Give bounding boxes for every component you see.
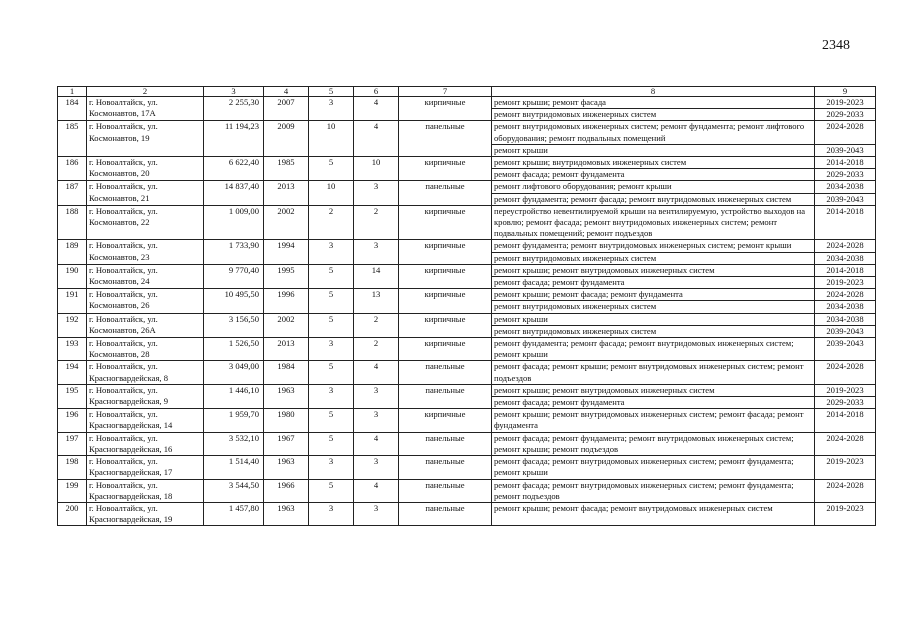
row-number: 187 bbox=[58, 181, 87, 205]
period-cell: 2019-2023 bbox=[815, 277, 876, 289]
table-row bbox=[58, 361, 876, 384]
floors-cell: 10 bbox=[309, 181, 354, 205]
floors-cell: 3 bbox=[309, 97, 354, 121]
address-cell: г. Новоалтайск, ул. Космонавтов, 24 bbox=[87, 264, 204, 288]
address-cell: г. Новоалтайск, ул. Космонавтов, 22 bbox=[87, 205, 204, 240]
works-cell: ремонт фундамента; ремонт фасада; ремонт внутридомовых инженерных систем bbox=[492, 193, 815, 205]
period-cell: 2024-2028 bbox=[815, 121, 876, 144]
page-number: 2348 bbox=[822, 38, 850, 53]
works-cell: ремонт внутридомовых инженерных систем bbox=[492, 252, 815, 264]
year-cell: 1994 bbox=[264, 240, 309, 264]
entrances-cell: 3 bbox=[354, 181, 399, 205]
material-cell: панельные bbox=[399, 181, 492, 205]
row-number: 193 bbox=[58, 338, 87, 361]
table-row bbox=[58, 313, 876, 325]
works-cell: ремонт крыши bbox=[492, 313, 815, 325]
entrances-cell: 3 bbox=[354, 409, 399, 432]
repair-schedule-table bbox=[57, 86, 876, 526]
works-cell: ремонт внутридомовых инженерных систем bbox=[492, 301, 815, 313]
period-cell: 2029-2033 bbox=[815, 109, 876, 121]
row-number: 200 bbox=[58, 502, 87, 525]
works-cell: переустройство невентилируемой крыши на вентилируемую, устройство выходов на кровлю; ремонт фасада; ремонт внутридомовых инженерных систем; ремонт подвальных помещений; ремонт подъездов bbox=[492, 205, 815, 240]
entrances-cell: 4 bbox=[354, 432, 399, 455]
address-cell: г. Новоалтайск, ул. Космонавтов, 26А bbox=[87, 313, 204, 337]
works-cell: ремонт фасада; ремонт фундамента bbox=[492, 169, 815, 181]
address-cell: г. Новоалтайск, ул. Космонавтов, 23 bbox=[87, 240, 204, 264]
works-cell: ремонт фасада; ремонт внутридомовых инженерных систем; ремонт фундамента; ремонт крыши bbox=[492, 456, 815, 479]
works-cell: ремонт крыши; ремонт фасада bbox=[492, 97, 815, 109]
table-row bbox=[58, 121, 876, 144]
table-row bbox=[58, 240, 876, 252]
row-number: 195 bbox=[58, 384, 87, 408]
entrances-cell: 4 bbox=[354, 121, 399, 157]
column-header: 6 bbox=[354, 87, 399, 97]
period-cell: 2024-2028 bbox=[815, 289, 876, 301]
period-cell: 2039-2043 bbox=[815, 144, 876, 156]
floors-cell: 5 bbox=[309, 264, 354, 288]
area-cell: 2 255,30 bbox=[204, 97, 264, 121]
year-cell: 1995 bbox=[264, 264, 309, 288]
works-cell: ремонт крыши; ремонт фасада; ремонт фундамента bbox=[492, 289, 815, 301]
material-cell: панельные bbox=[399, 432, 492, 455]
row-number: 186 bbox=[58, 157, 87, 181]
year-cell: 1963 bbox=[264, 456, 309, 479]
area-cell: 10 495,50 bbox=[204, 289, 264, 313]
address-cell: г. Новоалтайск, ул. Красногвардейская, 8 bbox=[87, 361, 204, 384]
address-cell: г. Новоалтайск, ул. Космонавтов, 28 bbox=[87, 338, 204, 361]
floors-cell: 5 bbox=[309, 409, 354, 432]
address-cell: г. Новоалтайск, ул. Космонавтов, 19 bbox=[87, 121, 204, 157]
period-cell: 2034-2038 bbox=[815, 181, 876, 193]
entrances-cell: 2 bbox=[354, 338, 399, 361]
row-number: 184 bbox=[58, 97, 87, 121]
address-cell: г. Новоалтайск, ул. Красногвардейская, 19 bbox=[87, 502, 204, 525]
table-row bbox=[58, 338, 876, 361]
material-cell: кирпичные bbox=[399, 205, 492, 240]
period-cell: 2039-2043 bbox=[815, 338, 876, 361]
works-cell: ремонт лифтового оборудования; ремонт крыши bbox=[492, 181, 815, 193]
works-cell: ремонт фундамента; ремонт внутридомовых инженерных систем; ремонт крыши bbox=[492, 240, 815, 252]
year-cell: 1966 bbox=[264, 479, 309, 502]
year-cell: 1980 bbox=[264, 409, 309, 432]
address-cell: г. Новоалтайск, ул. Красногвардейская, 17 bbox=[87, 456, 204, 479]
material-cell: панельные bbox=[399, 121, 492, 157]
works-cell: ремонт фасада; ремонт фундамента bbox=[492, 277, 815, 289]
column-header: 2 bbox=[87, 87, 204, 97]
period-cell: 2014-2018 bbox=[815, 157, 876, 169]
period-cell: 2039-2043 bbox=[815, 325, 876, 337]
address-cell: г. Новоалтайск, ул. Красногвардейская, 9 bbox=[87, 384, 204, 408]
address-cell: г. Новоалтайск, ул. Красногвардейская, 18 bbox=[87, 479, 204, 502]
floors-cell: 3 bbox=[309, 456, 354, 479]
entrances-cell: 2 bbox=[354, 313, 399, 337]
table-row bbox=[58, 205, 876, 240]
area-cell: 1 514,40 bbox=[204, 456, 264, 479]
period-cell: 2024-2028 bbox=[815, 240, 876, 252]
works-cell: ремонт крыши; ремонт внутридомовых инженерных систем; ремонт фасада; ремонт фундамента bbox=[492, 409, 815, 432]
area-cell: 1 733,90 bbox=[204, 240, 264, 264]
works-cell: ремонт фасада; ремонт внутридомовых инженерных систем; ремонт фундамента; ремонт подъездов bbox=[492, 479, 815, 502]
floors-cell: 10 bbox=[309, 121, 354, 157]
works-cell: ремонт внутридомовых инженерных систем; ремонт фундамента; ремонт лифтового оборудования; ремонт подвальных помещений bbox=[492, 121, 815, 144]
floors-cell: 5 bbox=[309, 157, 354, 181]
floors-cell: 5 bbox=[309, 432, 354, 455]
table-row bbox=[58, 289, 876, 301]
column-header: 8 bbox=[492, 87, 815, 97]
works-cell: ремонт внутридомовых инженерных систем bbox=[492, 109, 815, 121]
area-cell: 14 837,40 bbox=[204, 181, 264, 205]
floors-cell: 3 bbox=[309, 338, 354, 361]
period-cell: 2014-2018 bbox=[815, 205, 876, 240]
floors-cell: 3 bbox=[309, 384, 354, 408]
works-cell: ремонт крыши; внутридомовых инженерных систем bbox=[492, 157, 815, 169]
address-cell: г. Новоалтайск, ул. Космонавтов, 21 bbox=[87, 181, 204, 205]
row-number: 189 bbox=[58, 240, 87, 264]
table-row bbox=[58, 384, 876, 396]
table-body bbox=[58, 97, 876, 526]
entrances-cell: 14 bbox=[354, 264, 399, 288]
material-cell: панельные bbox=[399, 479, 492, 502]
year-cell: 2009 bbox=[264, 121, 309, 157]
year-cell: 1985 bbox=[264, 157, 309, 181]
material-cell: панельные bbox=[399, 502, 492, 525]
period-cell: 2034-2038 bbox=[815, 252, 876, 264]
entrances-cell: 10 bbox=[354, 157, 399, 181]
area-cell: 1 009,00 bbox=[204, 205, 264, 240]
period-cell: 2014-2018 bbox=[815, 264, 876, 276]
column-header: 5 bbox=[309, 87, 354, 97]
works-cell: ремонт фундамента; ремонт фасада; ремонт внутридомовых инженерных систем; ремонт крыши bbox=[492, 338, 815, 361]
area-cell: 1 959,70 bbox=[204, 409, 264, 432]
area-cell: 1 446,10 bbox=[204, 384, 264, 408]
column-header: 1 bbox=[58, 87, 87, 97]
year-cell: 1963 bbox=[264, 384, 309, 408]
address-cell: г. Новоалтайск, ул. Космонавтов, 17А bbox=[87, 97, 204, 121]
row-number: 190 bbox=[58, 264, 87, 288]
area-cell: 6 622,40 bbox=[204, 157, 264, 181]
period-cell: 2019-2023 bbox=[815, 456, 876, 479]
table-row bbox=[58, 181, 876, 193]
table-row bbox=[58, 264, 876, 276]
period-cell: 2029-2033 bbox=[815, 397, 876, 409]
year-cell: 2007 bbox=[264, 97, 309, 121]
period-cell: 2019-2023 bbox=[815, 384, 876, 396]
year-cell: 2002 bbox=[264, 313, 309, 337]
material-cell: кирпичные bbox=[399, 409, 492, 432]
period-cell: 2019-2023 bbox=[815, 502, 876, 525]
period-cell: 2024-2028 bbox=[815, 479, 876, 502]
period-cell: 2019-2023 bbox=[815, 97, 876, 109]
entrances-cell: 13 bbox=[354, 289, 399, 313]
area-cell: 1 457,80 bbox=[204, 502, 264, 525]
entrances-cell: 3 bbox=[354, 502, 399, 525]
material-cell: панельные bbox=[399, 361, 492, 384]
material-cell: кирпичные bbox=[399, 157, 492, 181]
year-cell: 1963 bbox=[264, 502, 309, 525]
period-cell: 2014-2018 bbox=[815, 409, 876, 432]
area-cell: 3 049,00 bbox=[204, 361, 264, 384]
period-cell: 2034-2038 bbox=[815, 301, 876, 313]
year-cell: 1996 bbox=[264, 289, 309, 313]
works-cell: ремонт фасада; ремонт крыши; ремонт внутридомовых инженерных систем; ремонт подъездов bbox=[492, 361, 815, 384]
floors-cell: 3 bbox=[309, 240, 354, 264]
entrances-cell: 3 bbox=[354, 456, 399, 479]
area-cell: 11 194,23 bbox=[204, 121, 264, 157]
works-cell: ремонт крыши; ремонт внутридомовых инженерных систем bbox=[492, 384, 815, 396]
area-cell: 3 532,10 bbox=[204, 432, 264, 455]
material-cell: кирпичные bbox=[399, 338, 492, 361]
material-cell: кирпичные bbox=[399, 264, 492, 288]
period-cell: 2039-2043 bbox=[815, 193, 876, 205]
floors-cell: 5 bbox=[309, 289, 354, 313]
floors-cell: 5 bbox=[309, 361, 354, 384]
column-header: 4 bbox=[264, 87, 309, 97]
year-cell: 2013 bbox=[264, 338, 309, 361]
year-cell: 1984 bbox=[264, 361, 309, 384]
row-number: 197 bbox=[58, 432, 87, 455]
entrances-cell: 3 bbox=[354, 384, 399, 408]
material-cell: кирпичные bbox=[399, 240, 492, 264]
entrances-cell: 2 bbox=[354, 205, 399, 240]
entrances-cell: 3 bbox=[354, 240, 399, 264]
floors-cell: 2 bbox=[309, 205, 354, 240]
row-number: 188 bbox=[58, 205, 87, 240]
row-number: 199 bbox=[58, 479, 87, 502]
year-cell: 2002 bbox=[264, 205, 309, 240]
header-row bbox=[58, 87, 876, 97]
row-number: 185 bbox=[58, 121, 87, 157]
works-cell: ремонт крыши; ремонт внутридомовых инженерных систем bbox=[492, 264, 815, 276]
year-cell: 2013 bbox=[264, 181, 309, 205]
material-cell: панельные bbox=[399, 456, 492, 479]
works-cell: ремонт внутридомовых инженерных систем bbox=[492, 325, 815, 337]
column-header: 7 bbox=[399, 87, 492, 97]
year-cell: 1967 bbox=[264, 432, 309, 455]
material-cell: кирпичные bbox=[399, 97, 492, 121]
material-cell: кирпичные bbox=[399, 313, 492, 337]
row-number: 191 bbox=[58, 289, 87, 313]
floors-cell: 5 bbox=[309, 313, 354, 337]
table-row bbox=[58, 432, 876, 455]
material-cell: панельные bbox=[399, 384, 492, 408]
works-cell: ремонт крыши; ремонт фасада; ремонт внутридомовых инженерных систем bbox=[492, 502, 815, 525]
entrances-cell: 4 bbox=[354, 479, 399, 502]
table-row bbox=[58, 502, 876, 525]
row-number: 196 bbox=[58, 409, 87, 432]
area-cell: 3 156,50 bbox=[204, 313, 264, 337]
address-cell: г. Новоалтайск, ул. Космонавтов, 26 bbox=[87, 289, 204, 313]
works-cell: ремонт крыши bbox=[492, 144, 815, 156]
works-cell: ремонт фасада; ремонт фундамента; ремонт внутридомовых инженерных систем; ремонт крыши; ремонт подъездов bbox=[492, 432, 815, 455]
period-cell: 2034-2038 bbox=[815, 313, 876, 325]
table-row bbox=[58, 409, 876, 432]
address-cell: г. Новоалтайск, ул. Космонавтов, 20 bbox=[87, 157, 204, 181]
floors-cell: 5 bbox=[309, 479, 354, 502]
works-cell: ремонт фасада; ремонт фундамента bbox=[492, 397, 815, 409]
row-number: 194 bbox=[58, 361, 87, 384]
row-number: 192 bbox=[58, 313, 87, 337]
column-header: 9 bbox=[815, 87, 876, 97]
period-cell: 2024-2028 bbox=[815, 432, 876, 455]
entrances-cell: 4 bbox=[354, 361, 399, 384]
area-cell: 9 770,40 bbox=[204, 264, 264, 288]
address-cell: г. Новоалтайск, ул. Красногвардейская, 16 bbox=[87, 432, 204, 455]
area-cell: 3 544,50 bbox=[204, 479, 264, 502]
table-row bbox=[58, 157, 876, 169]
material-cell: кирпичные bbox=[399, 289, 492, 313]
column-header: 3 bbox=[204, 87, 264, 97]
table-row bbox=[58, 479, 876, 502]
floors-cell: 3 bbox=[309, 502, 354, 525]
address-cell: г. Новоалтайск, ул. Красногвардейская, 14 bbox=[87, 409, 204, 432]
period-cell: 2024-2028 bbox=[815, 361, 876, 384]
entrances-cell: 4 bbox=[354, 97, 399, 121]
area-cell: 1 526,50 bbox=[204, 338, 264, 361]
table-row bbox=[58, 456, 876, 479]
row-number: 198 bbox=[58, 456, 87, 479]
period-cell: 2029-2033 bbox=[815, 169, 876, 181]
table-row bbox=[58, 97, 876, 109]
